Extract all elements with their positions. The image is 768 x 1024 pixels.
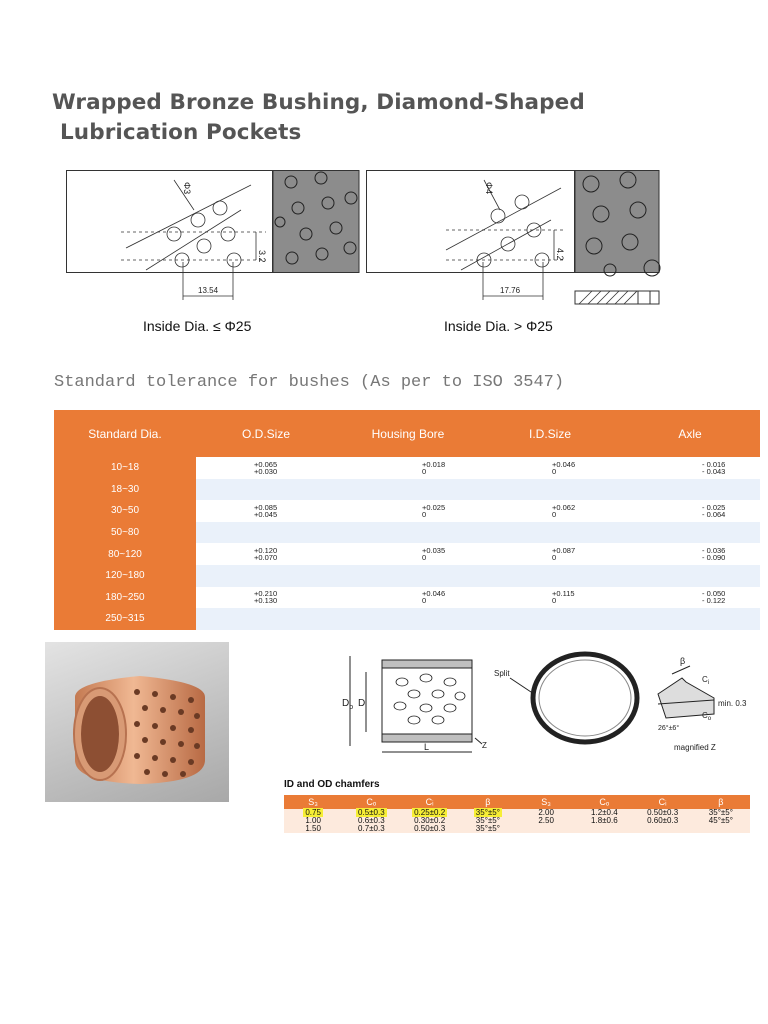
table-row [54,500,760,522]
column-header: S₃ [517,795,575,809]
magnified-label: magnified Z [674,743,716,752]
id-cell: +0.087 0 [480,543,620,565]
column-header: Axle [620,410,760,457]
pocket-texture-panel [575,171,659,273]
axle-cell: - 0.016 - 0.043 [620,457,760,479]
min-label: min. 0.3 [718,699,747,708]
id-cell: +0.046 0 [480,457,620,479]
table-row [54,587,760,609]
zoom-z-label: Z [482,741,487,750]
table-row [54,608,760,630]
od-cell: +0.120 +0.070 [196,543,336,565]
vertical-dimension-label: 3.2 [257,250,267,263]
diagram-caption-large: Inside Dia. > Φ25 [444,318,553,334]
column-header: Housing Bore [336,410,480,457]
od-cell: +0.065 +0.030 [196,457,336,479]
tolerance-heading: Standard tolerance for bushes (As per to ISO 3547) [54,373,565,392]
table-row [54,479,760,501]
axle-cell: - 0.050 - 0.122 [620,587,760,609]
table-row [54,565,760,587]
column-header: O.D.Size [196,410,336,457]
standard-dia-cell: 120~180 [54,565,196,587]
table-row [54,543,760,565]
column-header: I.D.Size [480,410,620,457]
standard-dia-cell: 180~250 [54,587,196,609]
table-row [54,457,760,479]
column-header: Cᵢ [634,795,692,809]
standard-dia-cell: 10~18 [54,457,196,479]
tolerance-header-row [54,410,760,457]
axle-cell: - 0.025 - 0.064 [620,500,760,522]
tolerance-table [54,410,760,630]
chamfer-title: ID and OD chamfers [284,779,380,790]
pocket-diameter-label: Φ4 [484,182,494,195]
inner-diameter-label: $D_i$ [358,698,367,711]
axle-cell: - 0.036 - 0.090 [620,543,760,565]
horizontal-dimension-label: 13.54 [198,286,219,295]
ci-label: $C_i$ [702,675,710,686]
split-label: Split [494,669,510,678]
od-cell: +0.085 +0.045 [196,500,336,522]
pocket-diagram-small [66,170,362,310]
chamfer-header-row [284,795,750,809]
bore-cell: +0.035 0 [336,543,480,565]
column-header: Cᵢ [401,795,459,809]
table-row [54,522,760,544]
standard-dia-cell: 250~315 [54,608,196,630]
od-cell: +0.210 +0.130 [196,587,336,609]
title-line-2: Lubrication Pockets [60,120,302,145]
id-cell: +0.115 0 [480,587,620,609]
horizontal-dimension-label: 17.76 [500,286,521,295]
page-title [52,88,692,148]
standard-dia-cell: 18~30 [54,479,196,501]
standard-dia-cell: 30~50 [54,500,196,522]
table-row: 1.00 0.6±0.3 0.30±0.2 35°±5° 2.50 1.8±0.6 0.60±0.3 45°±5° [284,817,750,825]
vertical-dimension-label: 4.2 [555,248,565,261]
column-header: β [692,795,750,809]
table-row: 1.50 0.7±0.3 0.50±0.3 35°±5° [284,825,750,833]
column-header: β [459,795,517,809]
bore-cell: +0.018 0 [336,457,480,479]
id-cell: +0.062 0 [480,500,620,522]
diagram-caption-small: Inside Dia. ≤ Φ25 [143,318,252,334]
column-header: Standard Dia. [54,410,196,457]
pocket-diameter-label: Φ3 [182,182,192,195]
table-row: 0.75 0.5±0.3 0.25±0.2 35°±5° 2.00 1.2±0.4 0.50±0.3 35°±5° [284,809,750,817]
standard-dia-cell: 80~120 [54,543,196,565]
chamfer-table [284,795,750,833]
column-header: S₃ [284,795,342,809]
pocket-diagram-large [366,170,662,310]
title-line-1: Wrapped Bronze Bushing, Diamond-Shaped [52,90,585,115]
beta-label: β [680,656,686,666]
co-label: $C_o$ [702,711,712,722]
bushing-technical-drawing [330,648,760,760]
column-header: Cₒ [342,795,400,809]
length-label: L [424,742,430,752]
bore-cell: +0.046 0 [336,587,480,609]
outer-diameter-label: $D_o$ [342,698,354,711]
angle-label: 26°±6° [658,725,680,732]
column-header: Cₒ [575,795,633,809]
standard-dia-cell: 50~80 [54,522,196,544]
bore-cell: +0.025 0 [336,500,480,522]
bushing-photo [45,642,229,802]
